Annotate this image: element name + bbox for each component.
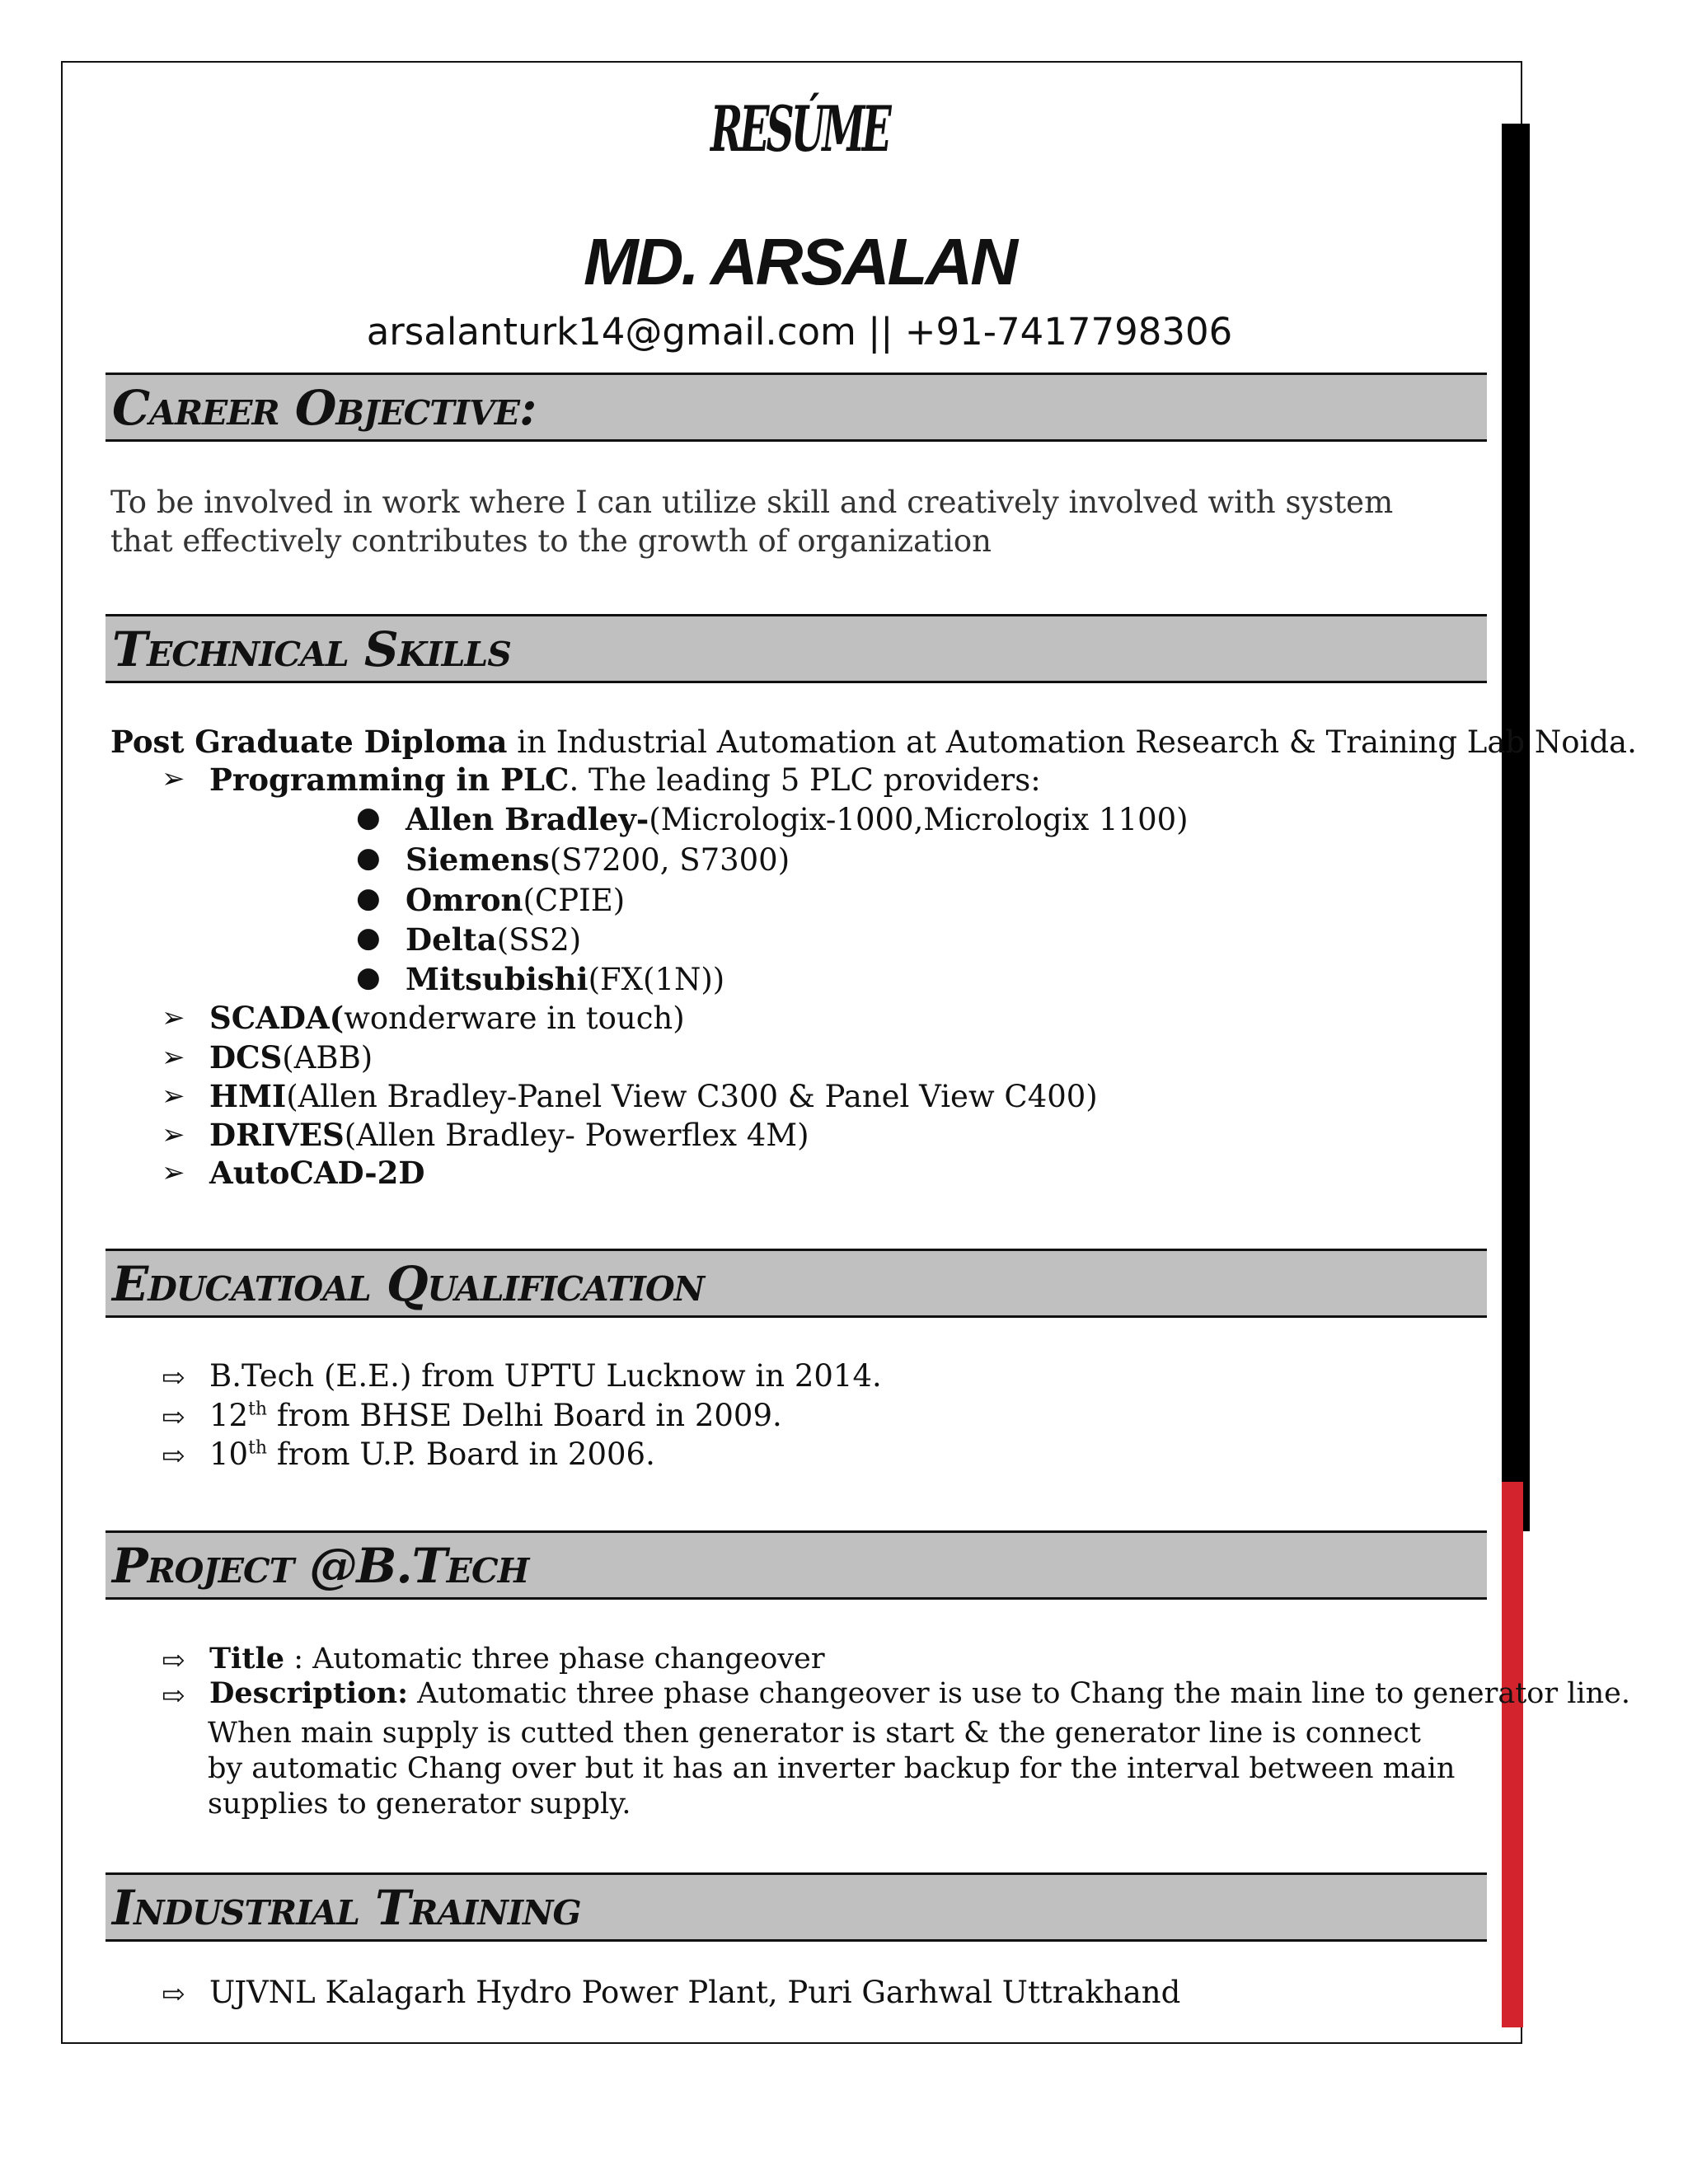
skill-item [209, 1117, 809, 1153]
desc-line1: Automatic three phase changeover is use to Chang the main line to generator line. [408, 1677, 1631, 1710]
doc-title: RESÚME [710, 92, 889, 166]
provider-name: Allen Bradley- [406, 801, 649, 837]
section-career-objective [106, 373, 1487, 442]
arrowhead-icon: ➢ [162, 1156, 185, 1189]
provider-name: Siemens [406, 841, 550, 878]
provider-item [406, 882, 625, 918]
skill-item [209, 1155, 425, 1191]
skill-bold: DCS [209, 1039, 283, 1076]
dot-icon: ● [356, 961, 381, 994]
title-value: : Automatic three phase changeover [284, 1643, 825, 1675]
section-education [106, 1249, 1487, 1318]
skill-rest: . The leading 5 PLC providers: [569, 762, 1041, 798]
provider-models: (Micrologix-1000,Micrologix 1100) [649, 802, 1189, 837]
project-desc-first [209, 1676, 1630, 1710]
section-industrial-training [106, 1872, 1487, 1942]
education-item [209, 1358, 882, 1394]
section-project [106, 1530, 1487, 1600]
outlined-arrow-icon: ⇨ [162, 1978, 185, 2011]
skill-rest: wonderware in touch) [344, 1001, 685, 1036]
diploma-bold: Post Graduate Diploma [110, 724, 508, 760]
education-item [209, 1436, 655, 1472]
project-title [209, 1642, 825, 1675]
provider-models: (CPIE) [523, 883, 626, 918]
section-heading: Industrial Training [112, 1880, 581, 1936]
education-item [209, 1398, 782, 1433]
dot-icon: ● [356, 921, 381, 954]
skill-bold: SCADA( [209, 1000, 345, 1036]
provider-name: Omron [406, 882, 523, 918]
edu-post: from U.P. Board in 2006. [267, 1436, 655, 1472]
side-bar-red [1502, 1482, 1523, 2027]
diploma-rest: in Industrial Automation at Automation Research & Training Lab Noida. [507, 724, 1637, 760]
dot-icon: ● [356, 801, 381, 834]
desc-label: Description: [209, 1676, 409, 1710]
skill-item [209, 1039, 373, 1076]
section-technical-skills [106, 614, 1487, 683]
arrowhead-icon: ➢ [162, 1041, 185, 1074]
outlined-arrow-icon: ⇨ [162, 1401, 185, 1434]
skill-item [209, 1078, 1098, 1114]
outlined-arrow-icon: ⇨ [162, 1644, 185, 1677]
skill-rest: (ABB) [282, 1040, 373, 1076]
objective-text: To be involved in work where I can utilize skill and creatively involved with system that effectively contributes to the growth of organization [110, 485, 1394, 559]
provider-models: (FX(1N)) [588, 962, 725, 997]
edu-sup: th [248, 1399, 268, 1420]
provider-item [406, 961, 724, 997]
provider-item [406, 921, 581, 958]
project-desc-rest: When main supply is cutted then generator is start & the generator line is connect by automatic Chang over but it has an inverter backup for the interval between main supplies to generator supply. [208, 1717, 1456, 1821]
training-item: UJVNL Kalagarh Hydro Power Plant, Puri Garhwal Uttrakhand [209, 1975, 1181, 2010]
provider-models: (SS2) [496, 922, 582, 958]
provider-name: Mitsubishi [406, 961, 588, 997]
arrowhead-icon: ➢ [162, 1080, 185, 1113]
dot-icon: ● [356, 841, 381, 874]
dot-icon: ● [356, 882, 381, 915]
candidate-name: MD. ARSALAN [584, 225, 1015, 298]
section-heading: Educatioal Qualification [112, 1256, 705, 1312]
section-heading: Project @B.Tech [112, 1538, 529, 1594]
skill-bold: DRIVES [209, 1117, 345, 1153]
edu-pre: B.Tech (E.E.) from UPTU Lucknow in 2014. [209, 1358, 882, 1394]
arrowhead-icon: ➢ [162, 1118, 185, 1151]
title-label: Title [209, 1642, 285, 1675]
arrowhead-icon: ➢ [162, 1001, 185, 1034]
edu-pre: 12 [209, 1398, 249, 1433]
provider-item [406, 801, 1189, 837]
contact-line: arsalanturk14@gmail.com || +91-7417798306 [366, 310, 1233, 354]
skill-rest: (Allen Bradley-Panel View C300 & Panel View C400) [286, 1079, 1098, 1114]
edu-post: from BHSE Delhi Board in 2009. [267, 1398, 782, 1433]
provider-item [406, 841, 790, 878]
skill-plc [209, 762, 1041, 798]
outlined-arrow-icon: ⇨ [162, 1440, 185, 1473]
diploma-line [110, 724, 1637, 760]
arrowhead-icon: ➢ [162, 762, 185, 795]
section-heading: Technical Skills [112, 621, 511, 677]
skill-rest: (Allen Bradley- Powerflex 4M) [344, 1118, 809, 1153]
provider-name: Delta [406, 921, 497, 958]
skill-bold: HMI [209, 1078, 287, 1114]
skill-bold: Programming in PLC [209, 762, 570, 798]
outlined-arrow-icon: ⇨ [162, 1361, 185, 1394]
provider-models: (S7200, S7300) [549, 842, 790, 878]
edu-sup: th [248, 1437, 268, 1459]
skill-bold: AutoCAD-2D [209, 1155, 425, 1191]
edu-pre: 10 [209, 1436, 249, 1472]
outlined-arrow-icon: ⇨ [162, 1680, 185, 1713]
section-heading: Career Objective: [112, 380, 537, 436]
skill-item [209, 1000, 685, 1036]
